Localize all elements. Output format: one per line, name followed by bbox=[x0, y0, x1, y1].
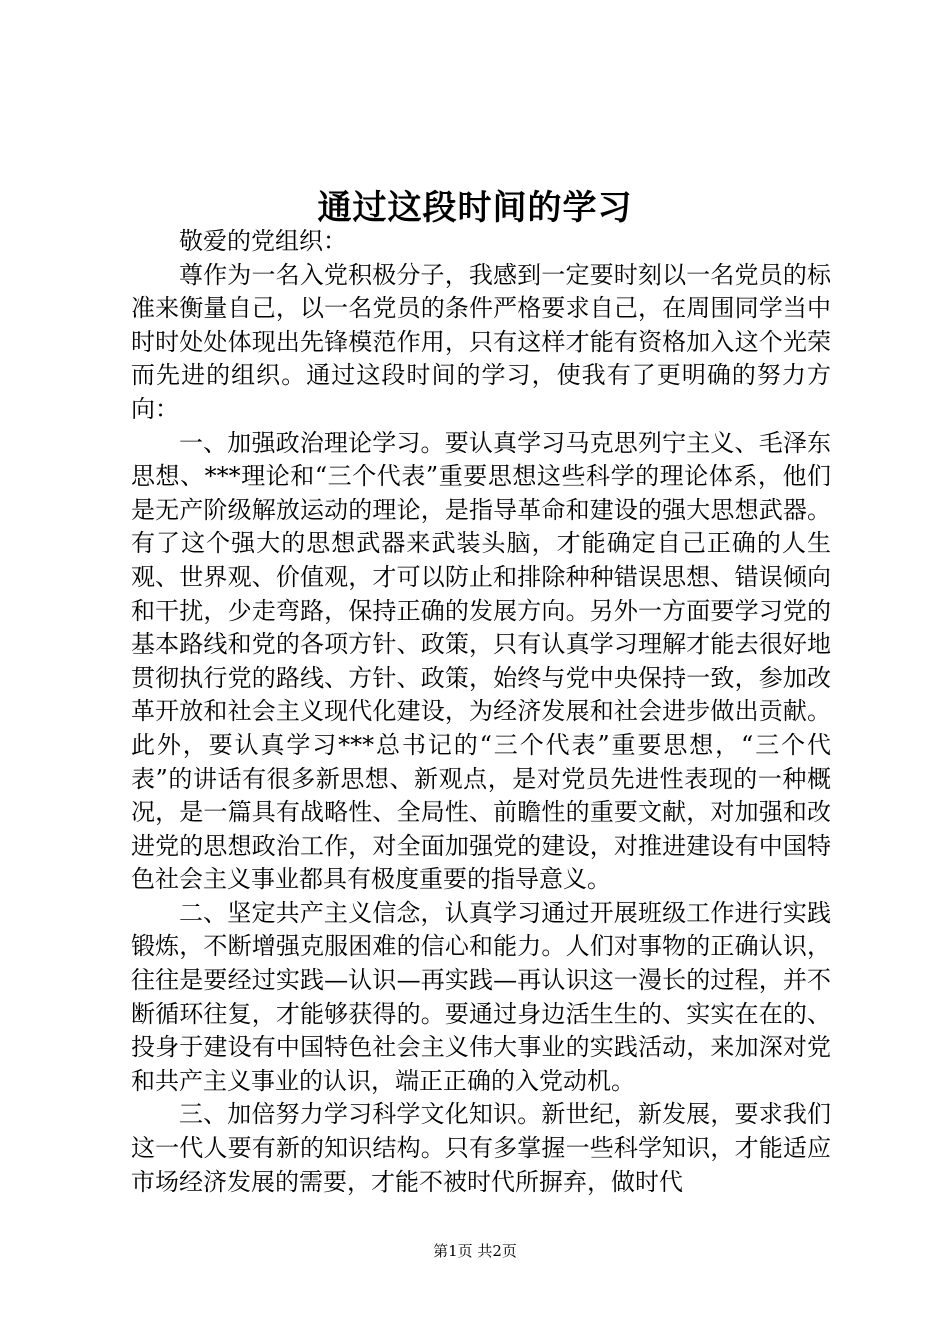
salutation: 敬爱的党组织： bbox=[179, 227, 347, 255]
paragraph-section-2: 二、坚定共产主义信念，认真学习通过开展班级工作进行实践锻炼，不断增强克服困难的信心和能力。人们对事物的正确认识，往往是要经过实践—认识—再实践—再认识这一漫长的过程，并不断循环往复，才能够获得的。要通过身边活生生的、实实在在的、投身于建设有中国特色社会主义伟大事业的实践活动，来加深对党和共产主义事业的认识，端正正确的入党动机。 bbox=[131, 898, 831, 1095]
paragraph-section-1: 一、加强政治理论学习。要认真学习马克思列宁主义、毛泽东思想、***理论和“三个代表”重要思想这些科学的理论体系，他们是无产阶级解放运动的理论，是指导革命和建设的强大思想武器。有了这个强大的思想武器来武装头脑，才能确定自己正确的人生观、世界观、价值观，才可以防止和排除种种错误思想、错误倾向和干扰，少走弯路，保持正确的发展方向。另外一方面要学习党的基本路线和党的各项方针、政策，只有认真学习理解才能去很好地贯彻执行党的路线、方针、政策，始终与党中央保持一致，参加改革开放和社会主义现代化建设，为经济发展和社会进步做出贡献。此外，要认真学习***总书记的“三个代表”重要思想，“三个代表”的讲话有很多新思想、新观点，是对党员先进性表现的一种概况，是一篇具有战略性、全局性、前瞻性的重要文献，对加强和改进党的思想政治工作，对全面加强党的建设，对推进建设有中国特色社会主义事业都具有极度重要的指导意义。 bbox=[131, 428, 831, 894]
document-body bbox=[131, 225, 831, 1199]
document-title: 通过这段时间的学习 bbox=[317, 188, 633, 228]
page-number-footer: 第1页 共2页 bbox=[433, 1242, 517, 1260]
paragraph-section-3: 三、加倍努力学习科学文化知识。新世纪，新发展，要求我们这一代人要有新的知识结构。只有多掌握一些科学知识，才能适应市场经济发展的需要，才能不被时代所摒弃，做时代 bbox=[131, 1100, 831, 1196]
paragraph-intro: 尊作为一名入党积极分子，我感到一定要时刻以一名党员的标准来衡量自己，以一名党员的条件严格要求自己，在周围同学当中时时处处体现出先锋模范作用，只有这样才能有资格加入这个光荣而先进的组织。通过这段时间的学习，使我有了更明确的努力方向： bbox=[131, 260, 831, 423]
